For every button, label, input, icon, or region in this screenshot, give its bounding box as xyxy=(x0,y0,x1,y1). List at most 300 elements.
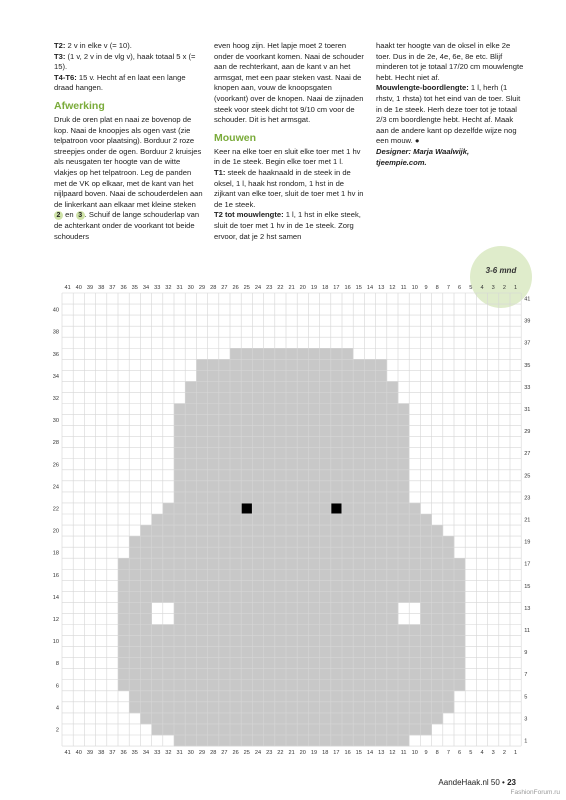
shape-cell xyxy=(432,669,444,680)
column-label-top: 6 xyxy=(458,285,462,291)
shape-cell xyxy=(308,392,320,403)
shape-cell xyxy=(454,669,466,680)
row-label-right: 31 xyxy=(524,407,531,414)
shape-cell xyxy=(297,658,309,669)
shape-cell xyxy=(152,691,164,702)
shape-cell xyxy=(252,492,264,503)
shape-cell xyxy=(420,647,432,658)
shape-cell xyxy=(364,404,376,415)
shape-cell xyxy=(219,602,231,613)
shape-cell xyxy=(398,415,410,426)
shape-cell xyxy=(275,470,287,481)
shape-cell xyxy=(420,569,432,580)
shape-cell xyxy=(398,647,410,658)
shape-cell xyxy=(230,636,242,647)
shape-cell xyxy=(208,359,220,370)
shape-cell xyxy=(241,613,253,624)
shape-cell xyxy=(252,580,264,591)
column-label-top: 28 xyxy=(210,285,217,291)
shape-cell xyxy=(275,415,287,426)
shape-cell xyxy=(308,580,320,591)
eye-cell xyxy=(242,503,252,513)
shape-cell xyxy=(264,724,276,735)
shape-cell xyxy=(432,613,444,624)
shape-cell xyxy=(118,591,130,602)
shape-cell xyxy=(230,448,242,459)
row-label-right: 13 xyxy=(524,605,531,612)
shape-cell xyxy=(364,503,376,514)
shape-cell xyxy=(286,713,298,724)
shape-cell xyxy=(252,669,264,680)
shape-cell xyxy=(196,735,208,746)
shape-cell xyxy=(219,459,231,470)
shape-cell xyxy=(275,613,287,624)
shape-cell xyxy=(364,392,376,403)
shape-cell xyxy=(241,404,253,415)
shape-cell xyxy=(320,569,332,580)
shape-cell xyxy=(353,547,365,558)
shape-cell xyxy=(185,404,197,415)
shape-cell xyxy=(118,636,130,647)
shape-cell xyxy=(129,536,141,547)
row-label-left: 10 xyxy=(52,639,59,646)
shape-cell xyxy=(387,536,399,547)
shape-cell xyxy=(387,613,399,624)
shape-cell xyxy=(163,503,175,514)
shape-cell xyxy=(297,503,309,514)
shape-cell xyxy=(297,470,309,481)
shape-cell xyxy=(252,426,264,437)
shape-cell xyxy=(241,348,253,359)
shape-cell xyxy=(174,713,186,724)
shape-cell xyxy=(152,636,164,647)
shape-cell xyxy=(454,602,466,613)
shape-cell xyxy=(420,591,432,602)
shape-cell xyxy=(252,547,264,558)
shape-cell xyxy=(420,547,432,558)
shape-cell xyxy=(432,569,444,580)
shape-cell xyxy=(320,481,332,492)
shape-cell xyxy=(376,437,388,448)
shape-cell xyxy=(320,625,332,636)
column-label-bottom: 15 xyxy=(355,750,362,757)
row-label-right: 29 xyxy=(524,429,531,436)
shape-cell xyxy=(208,415,220,426)
shape-cell xyxy=(342,702,354,713)
shape-cell xyxy=(409,503,421,514)
column-label-top: 27 xyxy=(221,285,228,291)
column-label-top: 24 xyxy=(254,285,262,291)
shape-cell xyxy=(241,658,253,669)
shape-cell xyxy=(252,536,264,547)
shape-cell xyxy=(320,669,332,680)
column-label-top: 37 xyxy=(109,285,116,291)
shape-cell xyxy=(252,724,264,735)
shape-cell xyxy=(297,448,309,459)
shape-cell xyxy=(364,525,376,536)
shape-cell xyxy=(286,625,298,636)
shape-cell xyxy=(196,381,208,392)
shape-cell xyxy=(420,713,432,724)
row-label-left: 34 xyxy=(52,373,59,380)
shape-cell xyxy=(196,669,208,680)
shape-cell xyxy=(252,448,264,459)
row-label-right: 3 xyxy=(524,716,528,723)
shape-cell xyxy=(409,658,421,669)
shape-cell xyxy=(364,702,376,713)
shape-cell xyxy=(398,669,410,680)
shape-cell xyxy=(196,459,208,470)
shape-cell xyxy=(152,514,164,525)
shape-cell xyxy=(364,558,376,569)
shape-cell xyxy=(308,735,320,746)
shape-cell xyxy=(297,381,309,392)
shape-cell xyxy=(275,713,287,724)
shape-cell xyxy=(297,514,309,525)
shape-cell xyxy=(152,569,164,580)
shape-cell xyxy=(219,381,231,392)
shape-cell xyxy=(286,415,298,426)
shape-cell xyxy=(297,724,309,735)
shape-cell xyxy=(331,404,343,415)
shape-cell xyxy=(443,580,455,591)
shape-cell xyxy=(331,591,343,602)
shape-cell xyxy=(275,459,287,470)
shape-cell xyxy=(376,625,388,636)
shape-cell xyxy=(364,381,376,392)
shape-cell xyxy=(286,426,298,437)
shape-cell xyxy=(230,647,242,658)
shape-cell xyxy=(387,713,399,724)
shape-cell xyxy=(196,514,208,525)
shape-cell xyxy=(241,459,253,470)
shape-cell xyxy=(118,647,130,658)
cuff-instruction: Mouwlengte-boordlengte: 1 l, herh (1 rhstv, 1 rhsta) tot het eind van de toer. Sluit in de 1e steek. Herh deze toer tot je totaal 2/3 cm boordlengte hebt. Hecht af. Maak aan de andere kant op dezelfde wijze nog een mouw. ● xyxy=(376,83,521,146)
column-label-top: 1 xyxy=(514,285,518,291)
shape-cell xyxy=(275,381,287,392)
shape-cell xyxy=(219,547,231,558)
shape-cell xyxy=(387,724,399,735)
shape-cell xyxy=(219,658,231,669)
shape-cell xyxy=(208,381,220,392)
shape-cell xyxy=(185,680,197,691)
shape-cell xyxy=(196,647,208,658)
shape-cell xyxy=(174,602,186,613)
shape-cell xyxy=(387,547,399,558)
shape-cell xyxy=(364,724,376,735)
shape-cell xyxy=(230,735,242,746)
shape-cell xyxy=(140,580,152,591)
shape-cell xyxy=(364,602,376,613)
shape-cell xyxy=(286,702,298,713)
shape-cell xyxy=(308,724,320,735)
shape-cell xyxy=(230,658,242,669)
shape-cell xyxy=(320,613,332,624)
shape-cell xyxy=(208,691,220,702)
shape-cell xyxy=(331,602,343,613)
shape-cell xyxy=(252,359,264,370)
shape-cell xyxy=(252,591,264,602)
shape-cell xyxy=(230,348,242,359)
shape-cell xyxy=(398,470,410,481)
shape-cell xyxy=(140,525,152,536)
shape-cell xyxy=(230,680,242,691)
shape-cell xyxy=(331,547,343,558)
shape-cell xyxy=(174,691,186,702)
shape-cell xyxy=(163,569,175,580)
shape-cell xyxy=(342,359,354,370)
shape-cell xyxy=(174,437,186,448)
column-label-bottom: 40 xyxy=(75,750,82,757)
shape-cell xyxy=(286,448,298,459)
shape-cell xyxy=(398,735,410,746)
shape-cell xyxy=(454,558,466,569)
column-label-top: 4 xyxy=(480,285,484,291)
column-label-bottom: 13 xyxy=(378,750,385,757)
shape-cell xyxy=(208,525,220,536)
shape-cell xyxy=(432,558,444,569)
shape-cell xyxy=(342,470,354,481)
shape-cell xyxy=(264,691,276,702)
shape-cell xyxy=(219,724,231,735)
shape-cell xyxy=(376,613,388,624)
shape-cell xyxy=(208,658,220,669)
shape-cell xyxy=(196,536,208,547)
shape-cell xyxy=(185,547,197,558)
shape-cell xyxy=(320,437,332,448)
row-label-right: 21 xyxy=(524,517,531,524)
shape-cell xyxy=(398,547,410,558)
shape-cell xyxy=(364,470,376,481)
shape-cell xyxy=(331,735,343,746)
shape-cell xyxy=(208,470,220,481)
column-label-top: 21 xyxy=(288,285,295,291)
shape-cell xyxy=(331,348,343,359)
shape-cell xyxy=(152,625,164,636)
shape-cell xyxy=(219,636,231,647)
column-label-top: 32 xyxy=(165,285,172,291)
shape-cell xyxy=(118,569,130,580)
shape-cell xyxy=(297,580,309,591)
shape-cell xyxy=(241,448,253,459)
shape-cell xyxy=(230,514,242,525)
shape-cell xyxy=(219,647,231,658)
shape-cell xyxy=(118,680,130,691)
shape-cell xyxy=(163,647,175,658)
shape-cell xyxy=(353,669,365,680)
shape-cell xyxy=(353,735,365,746)
shape-cell xyxy=(364,448,376,459)
shape-cell xyxy=(376,735,388,746)
shape-cell xyxy=(308,602,320,613)
shape-cell xyxy=(387,680,399,691)
shape-cell xyxy=(241,370,253,381)
shape-cell xyxy=(443,613,455,624)
shape-cell xyxy=(275,448,287,459)
column-label-top: 35 xyxy=(131,285,138,291)
shape-cell xyxy=(230,580,242,591)
shape-cell xyxy=(331,525,343,536)
shape-cell xyxy=(219,580,231,591)
shape-cell xyxy=(376,404,388,415)
shape-cell xyxy=(364,481,376,492)
shape-cell xyxy=(275,591,287,602)
shape-cell xyxy=(264,680,276,691)
shape-cell xyxy=(376,392,388,403)
shape-cell xyxy=(275,724,287,735)
shape-cell xyxy=(275,392,287,403)
shape-cell xyxy=(297,392,309,403)
shape-cell xyxy=(331,558,343,569)
shape-cell xyxy=(241,569,253,580)
shape-cell xyxy=(219,558,231,569)
shape-cell xyxy=(342,381,354,392)
shape-cell xyxy=(331,691,343,702)
column-label-top: 31 xyxy=(176,285,183,291)
shape-cell xyxy=(264,647,276,658)
shape-cell xyxy=(185,647,197,658)
shape-cell xyxy=(275,669,287,680)
shape-cell xyxy=(241,680,253,691)
shape-cell xyxy=(387,647,399,658)
size-badge-label: 3-6 mnd xyxy=(485,266,517,275)
shape-cell xyxy=(118,613,130,624)
shape-cell xyxy=(252,569,264,580)
column-label-top: 11 xyxy=(400,285,407,291)
column-label-bottom: 34 xyxy=(142,750,150,757)
shape-cell xyxy=(264,359,276,370)
shape-cell xyxy=(454,680,466,691)
shape-cell xyxy=(219,470,231,481)
shape-cell xyxy=(331,636,343,647)
shape-cell xyxy=(308,591,320,602)
shape-cell xyxy=(342,602,354,613)
shape-cell xyxy=(432,525,444,536)
shape-cell xyxy=(152,547,164,558)
shape-cell xyxy=(443,647,455,658)
shape-cell xyxy=(252,680,264,691)
column-label-top: 7 xyxy=(446,285,450,291)
shape-cell xyxy=(174,735,186,746)
shape-cell xyxy=(140,658,152,669)
column-label-top: 39 xyxy=(86,285,94,291)
shape-cell xyxy=(353,503,365,514)
shape-cell xyxy=(196,370,208,381)
shape-cell xyxy=(409,713,421,724)
shape-cell xyxy=(376,525,388,536)
shape-cell xyxy=(252,392,264,403)
row-label-left: 22 xyxy=(52,506,59,513)
column-label-top: 29 xyxy=(198,285,206,291)
shape-cell xyxy=(219,481,231,492)
shape-cell xyxy=(241,591,253,602)
shape-cell xyxy=(286,580,298,591)
shape-cell xyxy=(264,525,276,536)
designer-site: tjeempie.com. xyxy=(376,157,427,167)
shape-cell xyxy=(420,702,432,713)
column-label-top: 40 xyxy=(75,285,82,291)
shape-cell xyxy=(174,525,186,536)
column-label-bottom: 35 xyxy=(131,750,138,757)
shape-cell xyxy=(297,525,309,536)
shape-cell xyxy=(376,580,388,591)
shape-cell xyxy=(208,492,220,503)
shape-cell xyxy=(185,713,197,724)
shape-cell xyxy=(140,569,152,580)
shape-cell xyxy=(152,702,164,713)
shape-cell xyxy=(387,702,399,713)
shape-cell xyxy=(219,702,231,713)
shape-cell xyxy=(252,625,264,636)
shape-cell xyxy=(353,569,365,580)
shape-cell xyxy=(174,702,186,713)
shape-cell xyxy=(252,470,264,481)
column-label-top: 5 xyxy=(469,285,473,291)
shape-cell xyxy=(241,547,253,558)
shape-cell xyxy=(174,625,186,636)
shape-cell xyxy=(286,359,298,370)
shape-cell xyxy=(286,680,298,691)
row-label-left: 38 xyxy=(52,329,59,336)
shape-cell xyxy=(252,647,264,658)
shape-cell xyxy=(432,602,444,613)
shape-cell xyxy=(432,547,444,558)
shape-cell xyxy=(286,735,298,746)
shape-cell xyxy=(219,359,231,370)
shape-cell xyxy=(409,580,421,591)
shape-cell xyxy=(308,492,320,503)
shape-cell xyxy=(286,613,298,624)
shape-cell xyxy=(208,448,220,459)
column-label-top: 2 xyxy=(502,285,506,291)
shape-cell xyxy=(320,735,332,746)
shape-cell xyxy=(185,514,197,525)
row-label-right: 19 xyxy=(524,539,531,546)
shape-cell xyxy=(353,370,365,381)
column-label-top: 30 xyxy=(187,285,194,291)
shape-cell xyxy=(208,481,220,492)
shape-cell xyxy=(342,713,354,724)
shape-cell xyxy=(376,370,388,381)
shape-cell xyxy=(264,459,276,470)
shape-cell xyxy=(331,680,343,691)
shape-cell xyxy=(163,580,175,591)
shape-cell xyxy=(420,724,432,735)
shape-cell xyxy=(297,426,309,437)
shape-cell xyxy=(308,359,320,370)
shape-cell xyxy=(275,547,287,558)
shape-cell xyxy=(331,448,343,459)
shape-cell xyxy=(409,702,421,713)
shape-cell xyxy=(241,702,253,713)
shape-cell xyxy=(398,658,410,669)
column-label-bottom: 12 xyxy=(389,750,396,757)
shape-cell xyxy=(376,558,388,569)
shape-cell xyxy=(264,514,276,525)
column-label-top: 36 xyxy=(120,285,127,291)
shape-cell xyxy=(398,691,410,702)
shape-cell xyxy=(196,558,208,569)
shape-cell xyxy=(387,558,399,569)
column-label-top: 25 xyxy=(243,285,250,291)
shape-cell xyxy=(398,680,410,691)
shape-cell xyxy=(353,404,365,415)
shape-cell xyxy=(196,547,208,558)
shape-cell xyxy=(208,558,220,569)
shape-cell xyxy=(398,514,410,525)
shape-cell xyxy=(297,459,309,470)
column-label-bottom: 3 xyxy=(491,750,495,757)
